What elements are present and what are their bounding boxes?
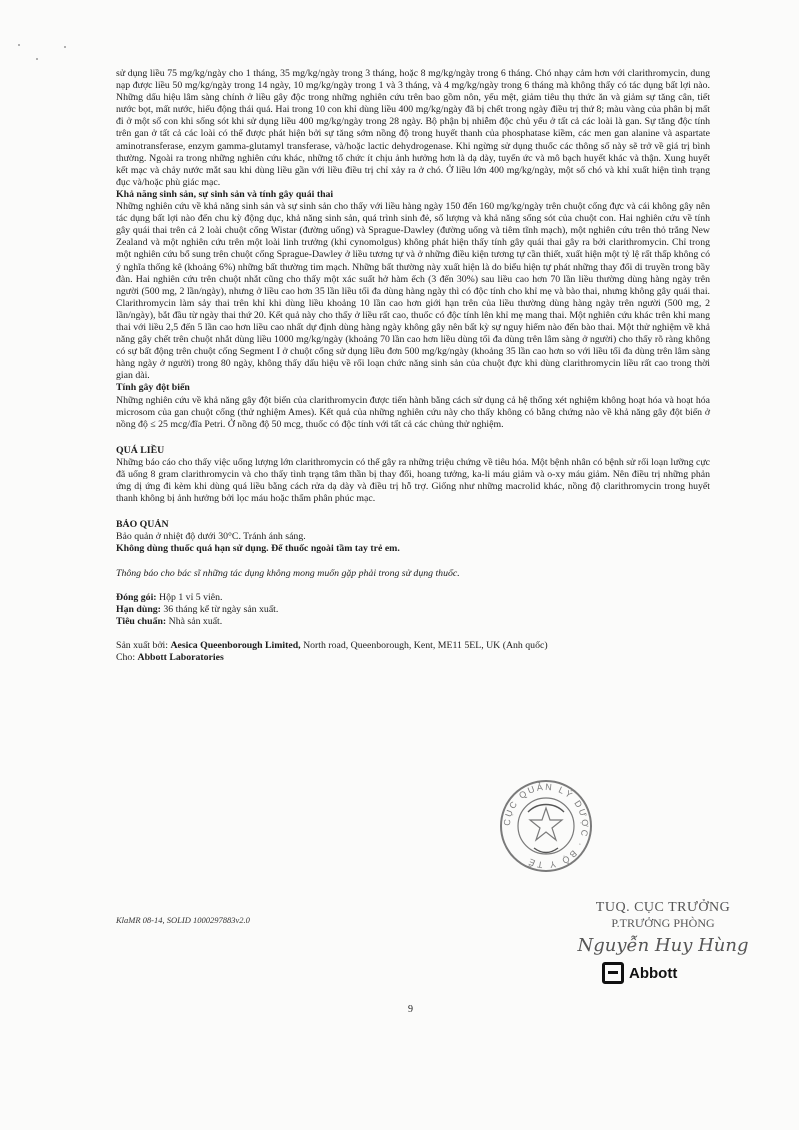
- standard-line: [116, 616, 710, 628]
- client-line: [116, 652, 710, 664]
- expiry-line: [116, 604, 710, 616]
- signature-name: Nguyễn Huy Hùng: [577, 935, 749, 956]
- manufacturer-prefix: Sản xuất bởi:: [116, 639, 171, 651]
- adverse-effects-notice: Thông báo cho bác sĩ những tác dụng không mong muốn gặp phải trong sử dụng thuốc.: [116, 567, 460, 579]
- heading-storage: BẢO QUẢN: [116, 519, 169, 531]
- storage-warning: Không dùng thuốc quá hạn sử dụng. Để thuốc ngoài tầm tay trẻ em.: [116, 543, 400, 555]
- storage-temperature: Bảo quản ở nhiệt độ dưới 30°C. Tránh ánh sáng.: [116, 531, 306, 543]
- heading-reproduction: Khả năng sinh sản, sự sinh sản và tính gây quái thai: [116, 188, 334, 200]
- manufacturer-address: North road, Queenborough, Kent, ME11 5EL, UK (Anh quốc): [300, 639, 548, 651]
- page-number: 9: [408, 1004, 413, 1015]
- client-prefix: Cho:: [116, 652, 138, 664]
- standard-label: Tiêu chuẩn:: [116, 615, 167, 627]
- document-reference: KlaMR 08-14, SOLID 1000297883v2.0: [116, 915, 250, 925]
- expiry-label: Hạn dùng:: [116, 603, 161, 615]
- paragraph-reproduction: Những nghiên cứu về khả năng sinh sản và sự sinh sản cho thấy với liều hàng ngày 150 đến 160 mg/kg/ngày trên chuột cống đực và cái không gây nên tác dụng bất lợi nào đến chu kỳ động dục, khả năng sinh sản, quá trình sinh đẻ, số lượng và khả năng sống sót của chuột con. Hai nghiên cứu về tính gây quái thai trên cả 2 loài chuột cống Wistar (đường uống) và Sprague-Dawley (đường uống và tiêm tĩnh mạch), một nghiên cứu trên thỏ trắng New Zealand và một nghiên cứu trên một loài linh trưởng (khỉ cynomolgus) không phát hiện thấy tính gây quái thai gây ra bởi clarithromycin. Chỉ trong một nghiên cứu bổ sung trên chuột cống Sprague-Dawley ở liều tương tự và ở những điều kiện tương tự cần thiết, xuất hiện một tỷ lệ rất thấp không có ý nghĩa thống kê (khoảng 6%) những bất thường tim mạch. Những bất thường này xuất hiện là do biểu hiện tự phát những thay đổi di truyền trong bầy đàn. Hai nghiên cứu trên chuột nhắt cũng cho thấy một xác suất hở hàm ếch (3 đến 30%) sau liều cao hơn 70 lần liều thường dùng hàng ngày trên người (500 mg, 2 lần/ngày), nhưng ở liều cao hơn 35 lần liều tối đa dùng hàng ngày thì có độc tính cho khỉ mẹ và bào thai, nhưng không gây quái thai. Clarithromycin làm sảy thai trên khỉ khi dùng liều khoảng 10 lần cao hơn giới hạn trên của liều thường dùng hàng ngày trên người (500 mg, 2 lần/ngày), bắt đầu từ ngày thai thứ 20. Kết quả này cho thấy ở liều rất cao, thuốc có độc tính lên khỉ mẹ mang thai. Một nghiên cứu khác trên khỉ mang thai với liều 2,5 đến 5 lần cao hơn liều cao nhất dự định dùng hàng ngày không gây nên bất kỳ sự nguy hiểm nào đến bào thai. Một thử nghiệm về khả năng gây chết trên chuột nhắt dùng liều 1000 mg/kg/ngày (khoảng 70 lần cao hơn liều dùng tối đa dùng trên lâm sàng ở người) cho thấy rõ ràng không có sự bất động trên chuột cống Segment I ở chuột cống sử dụng liều đơn 500 mg/kg/ngày (khoảng 35 lần cao hơn so với liều tối đa dùng trên lâm sàng hàng ngày ở người) trong 80 ngày, không thấy dấu hiệu về rối loạn chức năng sinh sản của chuột đực khi dùng clarithromycin liều rất cao trong thời gian dài.: [116, 201, 710, 382]
- expiry-value: 36 tháng kể từ ngày sản xuất.: [160, 603, 279, 615]
- document-body: [116, 68, 710, 664]
- signature-position: P.TRƯỞNG PHÒNG: [611, 916, 715, 930]
- scan-speck: [64, 46, 66, 48]
- abbott-logo-text: Abbott: [629, 964, 678, 982]
- paragraph-mutagenicity: Những nghiên cứu về khả năng gây đột biến của clarithromycin được tiến hành bằng cách sử dụng cả hệ thống xét nghiệm không hoạt hóa và hoạt hóa microsom của gan chuột cống (thử nghiệm Ames). Kết quả của những nghiên cứu này cho thấy không có bằng chứng nào về khả năng gây đột biến ở nồng độ ≤ 25 mcg/đĩa Petri. Ở nồng độ 50 mcg, thuốc có độc tính với tất cả các chủng thử nghiệm.: [116, 394, 710, 430]
- signature-block: [568, 900, 758, 956]
- manufacturer-name: Aesica Queenborough Limited,: [170, 639, 301, 651]
- abbott-logo: [602, 962, 677, 984]
- heading-mutagenicity: Tính gây đột biến: [116, 382, 190, 394]
- paragraph-toxicity: sử dụng liều 75 mg/kg/ngày cho 1 tháng, 35 mg/kg/ngày trong 3 tháng, hoặc 8 mg/kg/ngày trong 6 tháng. Chó nhạy cảm hơn với clarithromycin, dung nạp được liều 50 mg/kg/ngày trong 14 ngày, 10 mg/kg/ngày trong 1 và 3 tháng, và 4 mg/kg/ngày trong 6 tháng mà không thấy có tác dụng bất lợi nào. Những dấu hiệu lâm sàng chính ở liều gây độc trong những nghiên cứu trên bao gồm nôn, yếu mệt, giảm tiêu thụ thức ăn và giảm sự tăng cân, tiết nước bọt, mất nước, hiếu động thái quá. Hai trong 10 con khỉ dùng liều 400 mg/kg/ngày đã bị chết trong ngày điều trị thứ 8; màu vàng của phân bị mất đi ở một số con khi sống sót khi sử dụng liều 400 mg/kg/ngày trong 28 ngày. Bộ phận bị nhiễm độc chủ yếu ở tất cả các loài là gan. Sự tăng độc tính trên gan ở tất cả các loài có thể được phát hiện bởi sự tăng sớm nồng độ trong huyết thanh của phosphatase kiềm, các men gan alanine và aspartate aminotransferase, enzym gamma-glutamyl transferase, và/hoặc lactic dehydrogenase. Khi ngừng sử dụng thuốc các thông số này sẽ trở về giá trị bình thường. Ngoài ra trong những nghiên cứu khác, những tổ chức ít chịu ảnh hưởng hơn là dạ dày, tuyến ức và mô bạch huyết khác và thận. Xung huyết kết mạc và chảy nước mắt sau khi dùng liều gần với liều điều trị chỉ xảy ra ở chó. Ở liều lớn 400 mg/kg/ngày, một số chó và khỉ xuất hiện tình trạng đục và/hoặc phù giác mạc.: [116, 68, 710, 188]
- manufacturer-line: [116, 640, 710, 652]
- stamp-text: CỤC QUẢN LÝ DƯỢC · BỘ Y TẾ: [501, 781, 591, 871]
- packaging-value: Hộp 1 vỉ 5 viên.: [156, 591, 223, 603]
- signature-title: TUQ. CỤC TRƯỞNG: [595, 900, 731, 915]
- paragraph-overdose: Những báo cáo cho thấy việc uống lượng lớn clarithromycin có thể gây ra những triệu chứng về tiêu hóa. Một bệnh nhân có bệnh sử rối loạn lưỡng cực đã uống 8 gram clarithromycin và cho thấy tình trạng tâm thần bị thay đổi, hoang tưởng, ka-li máu giảm và o-xy máu giảm. Nên điều trị những phản ứng dị ứng đi kèm khi dùng quá liều bằng cách rửa dạ dày và điều trị hỗ trợ. Giống như những macrolid khác, nồng độ clarithromycin trong huyết thanh không bị ảnh hưởng bởi lọc máu hoặc thẩm phân phúc mạc.: [116, 456, 710, 505]
- official-stamp-icon: [498, 778, 594, 874]
- abbott-logo-icon: [602, 962, 624, 984]
- heading-overdose: QUÁ LIỀU: [116, 444, 165, 456]
- standard-value: Nhà sản xuất.: [166, 615, 223, 627]
- packaging-line: [116, 592, 710, 604]
- scan-speck: [18, 44, 20, 46]
- scan-speck: [36, 58, 38, 60]
- client-name: Abbott Laboratories: [137, 652, 224, 664]
- packaging-label: Đóng gói:: [116, 591, 157, 603]
